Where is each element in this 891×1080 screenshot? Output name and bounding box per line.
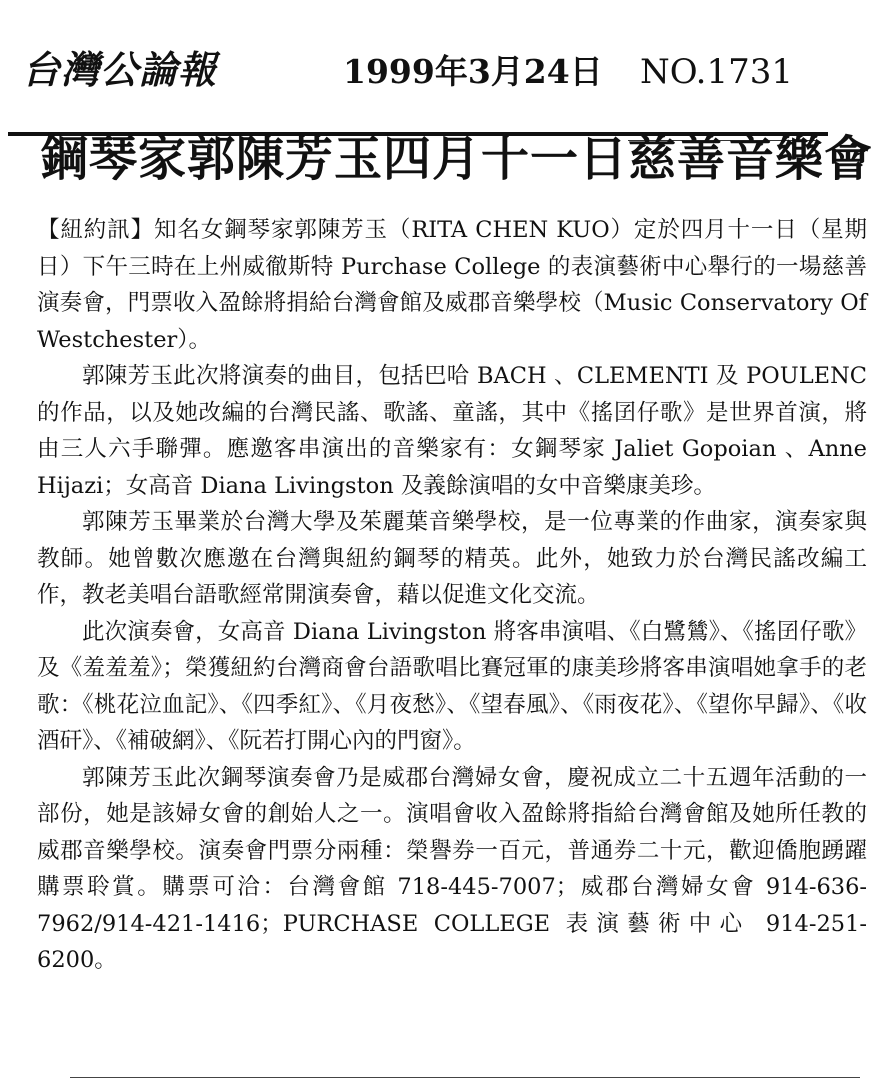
article-paragraph-5: 郭陳芳玉此次鋼琴演奏會乃是威郡台灣婦女會，慶祝成立二十五週年活動的一部份，她是該婦女會的創始人之一。演唱會收入盈餘將指給台灣會館及她所任教的威郡音樂學校。演奏會門票分兩種：榮譽券一百元，普通券二十元，歡迎僑胞踴躍購票聆賞。購票可洽：台灣會館 718-445-7007；威郡台灣婦女會 914-636-7962/914-421-1416；PURCHASE COLLEGE 表演藝術中心 914-251-6200。 (37, 764, 867, 973)
article-paragraph-2: 郭陳芳玉此次將演奏的曲目，包括巴哈 BACH 、CLEMENTI 及 POULENC 的作品，以及她改編的台灣民謠、歌謠、童謠，其中《搖囝仔歌》是世界首演，將由三人六手聯彈。應邀客串演出的音樂家有：女鋼琴家 Jaliet Gopoian 、Anne Hijazi；女高音 Diana Livingston 及義餘演唱的女中音樂康美珍。 (37, 363, 867, 499)
bottom-rule (70, 1077, 860, 1078)
article-paragraph-1: 【紐約訊】知名女鋼琴家郭陳芳玉（RITA CHEN KUO）定於四月十一日（星期日）下午三時在上州威徹斯特 Purchase College 的表演藝術中心舉行的一場慈善演奏會，門票收入盈餘將捐給台灣會館及威郡音樂學校（Music Conservatory Of Westchester）。 (37, 217, 867, 353)
article-paragraph-3: 郭陳芳玉畢業於台灣大學及茱麗葉音樂學校，是一位專業的作曲家，演奏家與教師。她曾數次應邀在台灣與紐約鋼琴的精英。此外，她致力於台灣民謠改編工作，教老美唱台語歌經常開演奏會，藉以促進文化交流。 (37, 509, 867, 608)
issue-number: NO.1731 (640, 52, 793, 92)
newspaper-name: 台灣公論報 (22, 48, 218, 92)
article-headline: 鋼琴家郭陳芳玉四月十一日慈善音樂會 (40, 131, 874, 187)
article-paragraph-4: 此次演奏會，女高音 Diana Livingston 將客串演唱、《白鷺鷥》、《搖囝仔歌》及《羞羞羞》；榮獲紐約台灣商會台語歌唱比賽冠軍的康美珍將客串演唱她拿手的老歌：《桃花泣血記》、《四季紅》、《月夜愁》、《望春風》、《雨夜花》、《望你早歸》、《收酒矸》、《補破網》、《阮若打開心內的門窗》。 (37, 618, 867, 754)
masthead (8, 40, 838, 98)
article-body (37, 212, 867, 979)
issue-date: 1999年3月24日 (343, 52, 603, 91)
